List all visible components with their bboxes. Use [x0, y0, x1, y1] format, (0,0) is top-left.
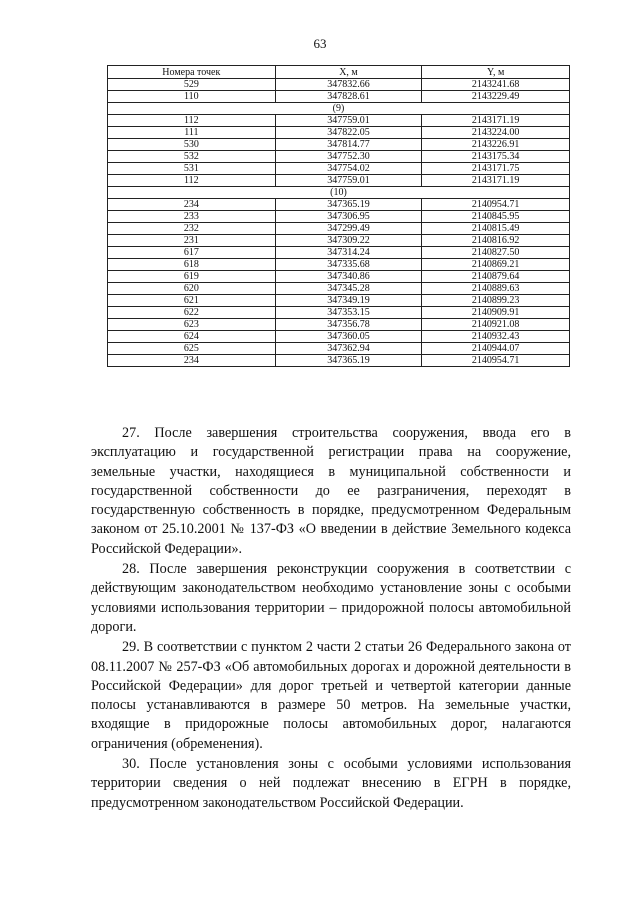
table-row: [108, 307, 570, 319]
cell-y: 2140954.71: [422, 355, 570, 367]
cell-point-number: 232: [108, 223, 276, 235]
table-row: [108, 295, 570, 307]
cell-x: 347349.19: [275, 295, 422, 307]
paragraph-29: 29. В соответствии с пунктом 2 части 2 статьи 26 Федерального закона от 08.11.2007 № 257-ФЗ «Об автомобильных дорогах и дорожной деятельности в Российской Федерации» для дорог третьей и четвертой категории данные полосы устанавливаются в размере 50 метров. На земельные участки, входящие в придорожные полосы автомобильных дорог, налагаются ограничения (обременения).: [91, 639, 571, 752]
cell-y: 2143229.49: [422, 91, 570, 103]
table-row: [108, 79, 570, 91]
cell-y: 2143226.91: [422, 139, 570, 151]
cell-y: 2140845.95: [422, 211, 570, 223]
cell-point-number: 624: [108, 331, 276, 343]
body-text: [91, 424, 571, 813]
table-row: [108, 283, 570, 295]
cell-y: 2143171.19: [422, 115, 570, 127]
table-row: [108, 211, 570, 223]
cell-point-number: 112: [108, 115, 276, 127]
cell-y: 2140889.63: [422, 283, 570, 295]
cell-point-number: 529: [108, 79, 276, 91]
cell-point-number: 233: [108, 211, 276, 223]
cell-x: 347314.24: [275, 247, 422, 259]
cell-x: 347360.05: [275, 331, 422, 343]
cell-x: 347345.28: [275, 283, 422, 295]
cell-point-number: 625: [108, 343, 276, 355]
cell-point-number: 532: [108, 151, 276, 163]
cell-point-number: 623: [108, 319, 276, 331]
cell-x: 347365.19: [275, 355, 422, 367]
table-row: [108, 127, 570, 139]
paragraph-28: 28. После завершения реконструкции сооружения в соответствии с действующим законодательством необходимо установление зоны с особыми условиями использования территории – придорожной полосы автомобильной дороги.: [91, 561, 571, 635]
cell-y: 2140944.07: [422, 343, 570, 355]
table-row: [108, 259, 570, 271]
cell-point-number: 620: [108, 283, 276, 295]
table-row: [108, 343, 570, 355]
cell-x: 347335.68: [275, 259, 422, 271]
column-header-x: X, м: [275, 66, 422, 79]
table-group-row: [108, 187, 570, 199]
table-row: [108, 247, 570, 259]
cell-x: 347759.01: [275, 115, 422, 127]
cell-x: 347365.19: [275, 199, 422, 211]
table-header-row: [108, 66, 570, 79]
cell-y: 2143171.19: [422, 175, 570, 187]
table-row: [108, 151, 570, 163]
cell-point-number: 110: [108, 91, 276, 103]
cell-point-number: 231: [108, 235, 276, 247]
cell-x: 347340.86: [275, 271, 422, 283]
cell-y: 2140816.92: [422, 235, 570, 247]
table-body: [108, 79, 570, 367]
paragraph-27: 27. После завершения строительства сооружения, ввода его в эксплуатацию и государственной регистрации права на сооружение, земельные участки, находящиеся в муниципальной собственности и государственной собственности до ее разграничения, переходят в государственную собственность в порядке, предусмотренном Федеральным законом от 25.10.2001 № 137-ФЗ «О введении в действие Земельного кодекса Российской Федерации».: [91, 425, 571, 557]
coordinates-table: [107, 65, 570, 367]
cell-x: 347306.95: [275, 211, 422, 223]
table-row: [108, 163, 570, 175]
cell-x: 347814.77: [275, 139, 422, 151]
cell-y: 2140921.08: [422, 319, 570, 331]
cell-x: 347822.05: [275, 127, 422, 139]
cell-x: 347759.01: [275, 175, 422, 187]
table-row: [108, 271, 570, 283]
cell-point-number: 234: [108, 355, 276, 367]
cell-point-number: 622: [108, 307, 276, 319]
table-group-row: [108, 103, 570, 115]
cell-y: 2140932.43: [422, 331, 570, 343]
group-label: (9): [108, 103, 570, 115]
cell-y: 2140899.23: [422, 295, 570, 307]
cell-point-number: 621: [108, 295, 276, 307]
table-row: [108, 235, 570, 247]
cell-x: 347752.30: [275, 151, 422, 163]
cell-point-number: 530: [108, 139, 276, 151]
table-row: [108, 355, 570, 367]
cell-y: 2140879.64: [422, 271, 570, 283]
cell-y: 2140815.49: [422, 223, 570, 235]
cell-point-number: 617: [108, 247, 276, 259]
cell-point-number: 234: [108, 199, 276, 211]
cell-x: 347832.66: [275, 79, 422, 91]
cell-y: 2140869.21: [422, 259, 570, 271]
column-header-point-number: Номера точек: [108, 66, 276, 79]
cell-y: 2140954.71: [422, 199, 570, 211]
table-row: [108, 139, 570, 151]
cell-y: 2143175.34: [422, 151, 570, 163]
cell-y: 2143171.75: [422, 163, 570, 175]
cell-x: 347754.02: [275, 163, 422, 175]
cell-y: 2143241.68: [422, 79, 570, 91]
cell-point-number: 111: [108, 127, 276, 139]
cell-point-number: 531: [108, 163, 276, 175]
cell-x: 347299.49: [275, 223, 422, 235]
table-row: [108, 91, 570, 103]
paragraph-30: 30. После установления зоны с особыми условиями использования территории сведения о ней подлежат внесению в ЕГРН в порядке, предусмотренном законодательством Российской Федерации.: [91, 756, 571, 811]
column-header-y: Y, м: [422, 66, 570, 79]
group-label: (10): [108, 187, 570, 199]
cell-y: 2140827.50: [422, 247, 570, 259]
cell-y: 2140909.91: [422, 307, 570, 319]
cell-x: 347353.15: [275, 307, 422, 319]
cell-x: 347362.94: [275, 343, 422, 355]
table-row: [108, 331, 570, 343]
cell-x: 347356.78: [275, 319, 422, 331]
cell-point-number: 619: [108, 271, 276, 283]
page-number: 63: [313, 36, 327, 51]
table-row: [108, 199, 570, 211]
cell-x: 347828.61: [275, 91, 422, 103]
table-row: [108, 115, 570, 127]
cell-point-number: 618: [108, 259, 276, 271]
table-row: [108, 319, 570, 331]
cell-point-number: 112: [108, 175, 276, 187]
table-row: [108, 223, 570, 235]
cell-x: 347309.22: [275, 235, 422, 247]
cell-y: 2143224.00: [422, 127, 570, 139]
table-row: [108, 175, 570, 187]
